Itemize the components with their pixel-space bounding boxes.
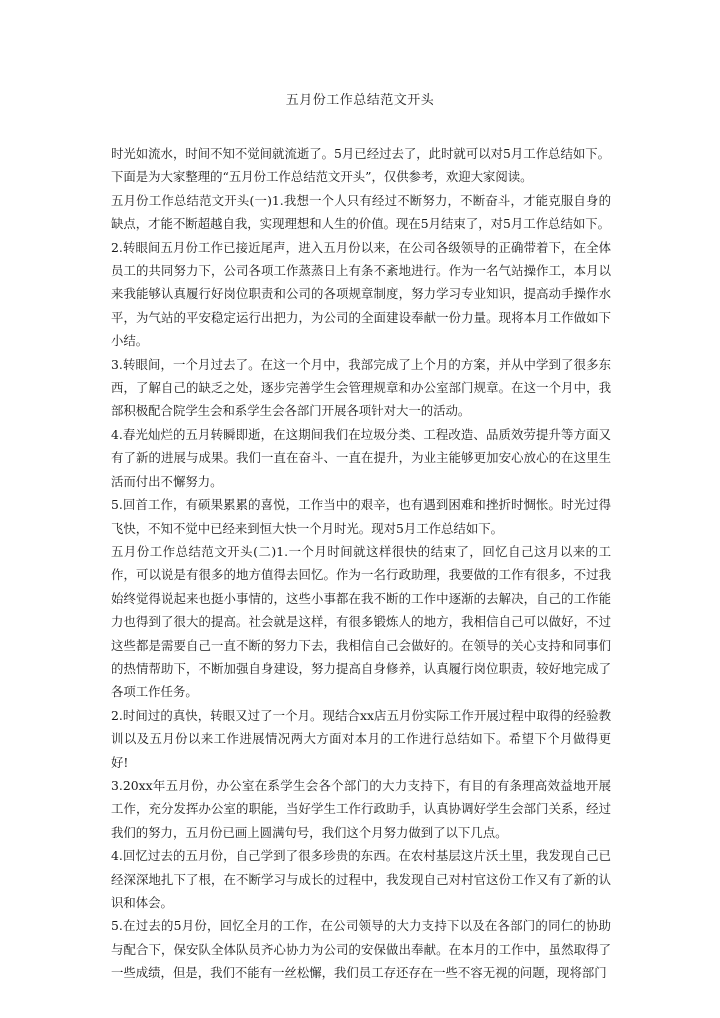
paragraph: 3.20xx年五月份，办公室在系学生会各个部门的大力支持下，有目的有条理高效益地开展工作，充分发挥办公室的职能，当好学生工作行政助手，认真协调好学生会部门关系，经过我们的努力，五月份已画上圆满句号，我们这个月努力做到了以下几点。 — [111, 777, 611, 840]
paragraph: 4.春光灿烂的五月转瞬即逝，在这期间我们在垃圾分类、工程改造、品质效劳提升等方面又有了新的进展与成果。我们一直在奋斗、一直在提升，为业主能够更加安心放心的在这里生活而付出不懈努力。 — [111, 426, 611, 489]
paragraph: 时光如流水，时间不知不觉间就流逝了。5月已经过去了，此时就可以对5月工作总结如下。 — [111, 146, 611, 161]
paragraph: 五月份工作总结范文开头(二)1.一个月时间就这样很快的结束了，回忆自己这月以来的工作，可以说是有很多的地方值得去回忆。作为一名行政助理，我要做的工作有很多，不过我始终觉得说起来也挺小事情的，这些小事都在我不断的工作中逐渐的去解决，自己的工作能力也得到了很大的提高。社会就是这样，有很多锻炼人的地方，我相信自己可以做好，不过这些都是需要自己一直不断的努力下去，我相信自己会做好的。在领导的关心支持和同事们的热情帮助下，不断加强自身建设，努力提高自身修养，认真履行岗位职责，较好地完成了各项工作任务。 — [111, 543, 611, 700]
paragraph: 下面是为大家整理的“五月份工作总结范文开头”，仅供参考，欢迎大家阅读。 — [111, 169, 533, 185]
paragraph: 2.时间过的真快，转眼又过了一个月。现结合xx店五月份实际工作开展过程中取得的经验教训以及五月份以来工作进展情况两大方面对本月的工作进行总结如下。希望下个月做得更好! — [111, 707, 611, 770]
paragraph: 2.转眼间五月份工作已接近尾声，进入五月份以来，在公司各级领导的正确带着下，在全体员工的共同努力下，公司各项工作蒸蒸日上有条不紊地进行。作为一名气站操作工，本月以来我能够认真履行好岗位职责和公司的各项规章制度，努力学习专业知识，提高动手操作水平，为气站的平安稳定运行出把力，为公司的全面建设奉献一份力量。现将本月工作做如下小结。 — [111, 239, 611, 349]
document-body — [111, 142, 611, 985]
paragraph: 5.在过去的5月份，回忆全月的工作，在公司领导的大力支持下以及在各部门的同仁的协助与配合下，保安队全体队员齐心协力为公司的安保做出奉献。在本月的工作中，虽然取得了一些成绩，但是，我们不能有一丝松懈，我们员工存还存在一些不容无视的问题，现将部门 — [111, 918, 611, 981]
paragraph: 4.回忆过去的五月份，自己学到了很多珍贵的东西。在农村基层这片沃土里，我发现自己已经深深地扎下了根，在不断学习与成长的过程中，我发现自己对村官这份工作又有了新的认识和体会。 — [111, 848, 611, 910]
document-title: 五月份工作总结范文开头 — [285, 93, 435, 108]
paragraph: 3.转眼间，一个月过去了。在这一个月中，我部完成了上个月的方案，并从中学到了很多东西，了解自己的缺乏之处，逐步完善学生会管理规章和办公室部门规章。在这一个月中，我部积极配合院学生会和系学生会各部门开展各项针对大一的活动。 — [111, 356, 611, 419]
paragraph: 五月份工作总结范文开头(一)1.我想一个人只有经过不断努力，不断奋斗，才能克服自身的缺点，才能不断超越自我，实现理想和人生的价值。现在5月结束了，对5月工作总结如下。 — [111, 192, 611, 232]
paragraph: 5.回首工作，有硕果累累的喜悦，工作当中的艰辛，也有遇到困难和挫折时惆怅。时光过得飞快，不知不觉中已经来到恒大快一个月时光。现对5月工作总结如下。 — [111, 497, 611, 536]
